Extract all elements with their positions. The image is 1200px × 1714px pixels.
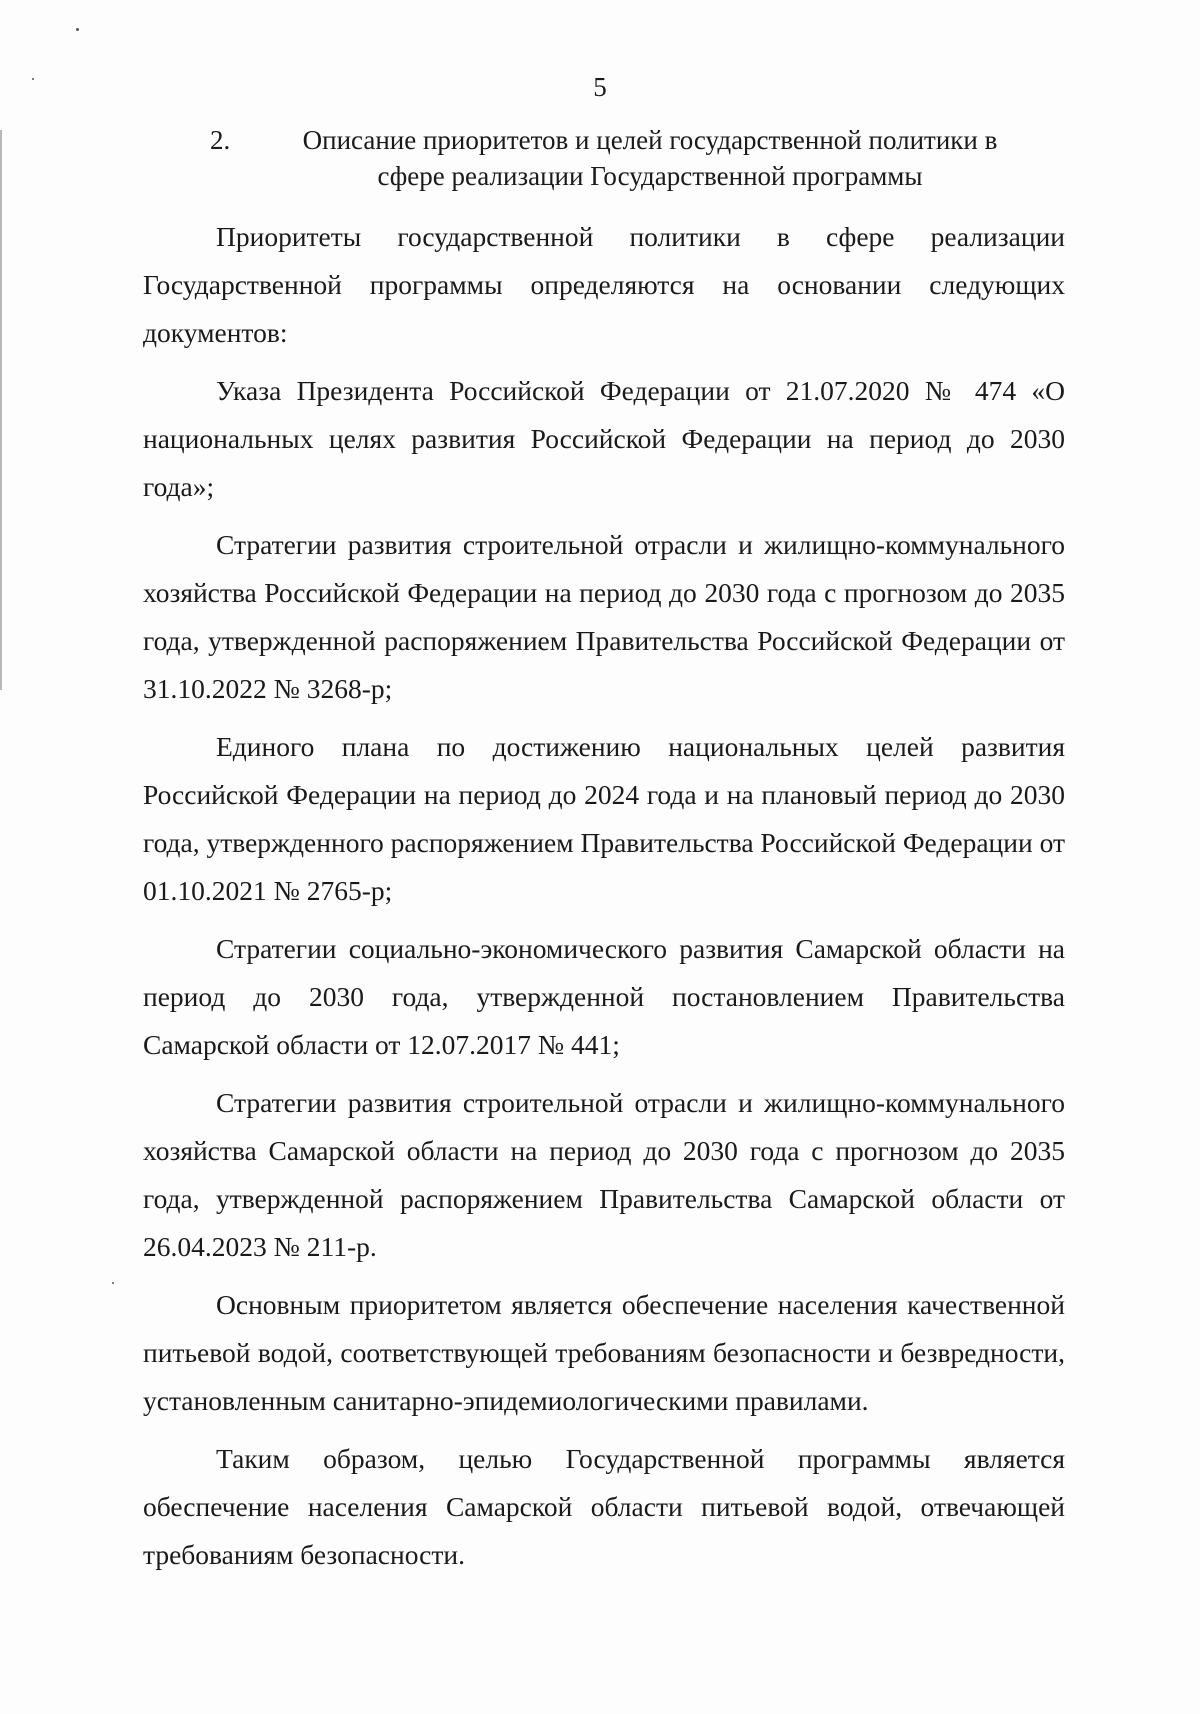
paragraph: Приоритеты государственной политики в сфере реализации Государственной программы определяются на основании следующих документов: [143,221,1065,348]
section-heading [210,122,1080,194]
paragraph: Указа Президента Российской Федерации от 21.07.2020 № 474 «О национальных целях развития Российской Федерации на период до 2030 года»; [143,375,1065,502]
paragraph: Стратегии развития строительной отрасли и жилищно-коммунального хозяйства Самарской области на период до 2030 года с прогнозом до 2035 года, утвержденной распоряжением Правительства Самарской области от 26.04.2023 № 211-р. [143,1087,1065,1262]
section-number: 2. [210,125,231,155]
paragraph: Таким образом, целью Государственной программы является обеспечение населения Самарской области питьевой водой, отвечающей требованиям безопасности. [143,1443,1065,1570]
section-title: Описание приоритетов и целей государственной политики в сфере реализации Государственной программы [302,125,998,191]
paragraph: Единого плана по достижению национальных целей развития Российской Федерации на период до 2024 года и на плановый период до 2030 года, утвержденного распоряжением Правительства Российской Федерации от 01.10.2021 № 2765-р; [143,731,1065,906]
document-body [143,213,1065,1579]
paragraph: Основным приоритетом является обеспечение населения качественной питьевой водой, соответствующей требованиям безопасности и безвредности, установленным санитарно-эпидемиологическими правилами. [143,1289,1065,1416]
paragraph: Стратегии развития строительной отрасли и жилищно-коммунального хозяйства Российской Федерации на период до 2030 года с прогнозом до 2035 года, утвержденной распоряжением Правительства Российской Федерации от 31.10.2022 № 3268-р; [143,529,1065,704]
paragraph: Стратегии социально-экономического развития Самарской области на период до 2030 года, утвержденной постановлением Правительства Самарской области от 12.07.2017 № 441; [143,933,1065,1060]
scan-edge-line [0,130,2,690]
page-number: 5 [593,72,607,102]
scan-speck [76,28,79,31]
scan-speck [112,1282,114,1284]
